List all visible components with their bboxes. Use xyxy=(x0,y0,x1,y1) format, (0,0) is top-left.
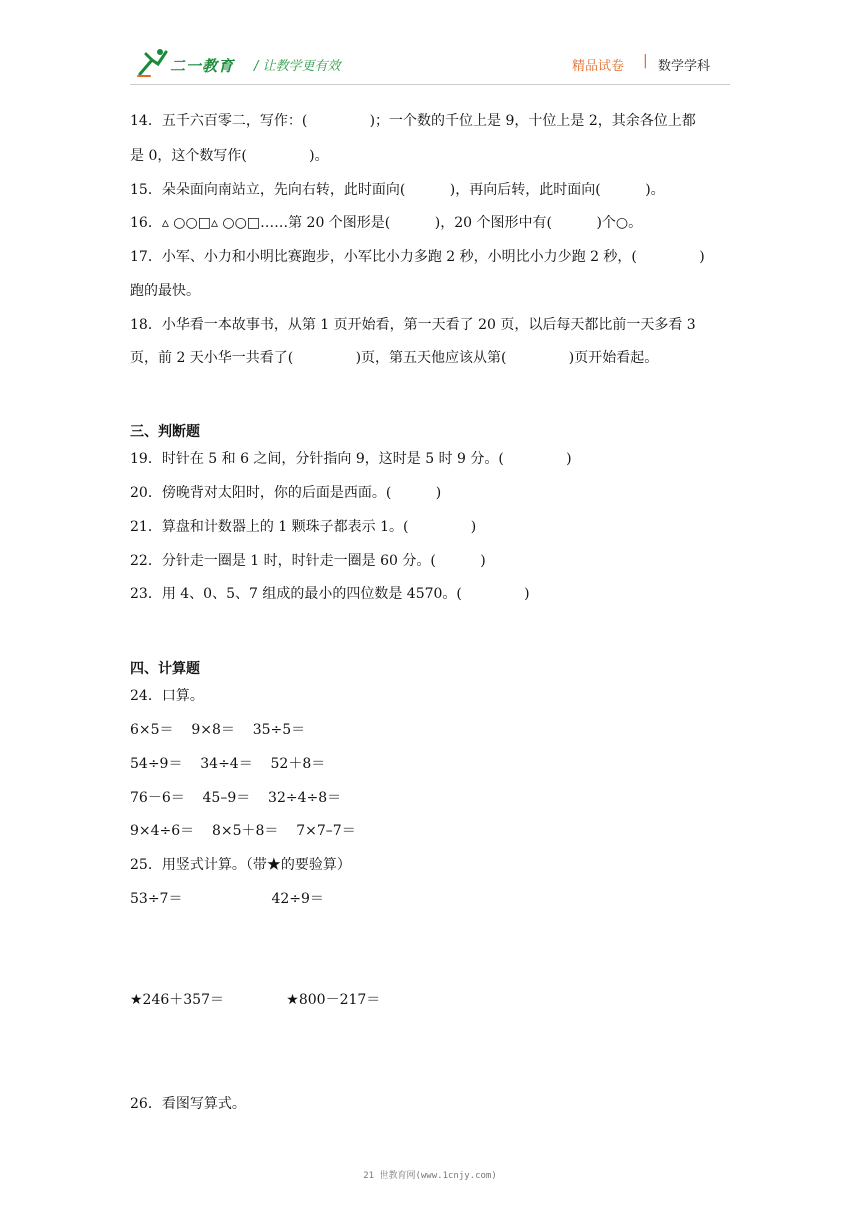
question-14-line-2: 是 0，这个数写作( )。 xyxy=(130,148,329,164)
question-19: 19．时针在 5 和 6 之间，分针指向 9，这时是 5 时 9 分。( ) xyxy=(130,451,572,467)
brand-logo xyxy=(136,46,246,80)
question-16: 16．▵ ○○□▵ ○○□……第 20 个图形是( )，20 个图形中有( )个○。 xyxy=(130,215,643,231)
page-header xyxy=(0,0,860,90)
oral-calc-row-4: 9×4÷6＝ 8×5＋8＝ 7×7–7＝ xyxy=(130,823,356,839)
oral-calc-row-1: 6×5＝ 9×8＝ 35÷5＝ xyxy=(130,722,306,738)
header-tag-subject: 数学学科 xyxy=(658,59,711,74)
question-21: 21．算盘和计数器上的 1 颗珠子都表示 1。( ) xyxy=(130,519,477,535)
header-separator: | xyxy=(643,53,648,69)
header-divider xyxy=(130,84,730,85)
question-23: 23．用 4、0、5、7 组成的最小的四位数是 4570。( ) xyxy=(130,586,530,602)
question-14-line-1: 14．五千六百零二，写作：( )；一个数的千位上是 9，十位上是 2，其余各位上都 xyxy=(130,113,696,129)
question-26: 26．看图写算式。 xyxy=(130,1096,246,1112)
question-25: 25．用竖式计算。（带★的要验算） xyxy=(130,857,351,873)
vertical-calc-row-1: 53÷7＝ 42÷9＝ xyxy=(130,891,324,907)
header-tag-quality: 精品试卷 xyxy=(572,59,625,74)
slogan: / 让教学更有效 xyxy=(254,59,341,74)
question-17-line-1: 17．小军、小力和小明比赛跑步，小军比小力多跑 2 秒，小明比小力少跑 2 秒，( ) xyxy=(130,249,705,265)
question-17-line-2: 跑的最快。 xyxy=(130,283,200,299)
question-18-line-1: 18．小华看一本故事书，从第 1 页开始看，第一天看了 20 页，以后每天都比前一天多看 3 xyxy=(130,317,696,333)
vertical-calc-row-2: ★246＋357＝ ★800－217＝ xyxy=(130,992,381,1008)
section-heading-judgement: 三、判断题 xyxy=(130,424,200,440)
oral-calc-row-3: 76－6＝ 45–9＝ 32÷4÷8＝ xyxy=(130,790,342,806)
question-22: 22．分针走一圈是 1 时，时针走一圈是 60 分。( ) xyxy=(130,553,486,569)
question-20: 20．傍晚背对太阳时，你的后面是西面。( ) xyxy=(130,485,442,501)
oral-calc-row-2: 54÷9＝ 34÷4＝ 52＋8＝ xyxy=(130,756,326,772)
question-18-line-2: 页，前 2 天小华一共看了( )页，第五天他应该从第( )页开始看起。 xyxy=(130,350,659,366)
question-15: 15．朵朵面向南站立，先向右转，此时面向( )，再向后转，此时面向( )。 xyxy=(130,182,665,198)
logo-text: 二一教育 xyxy=(170,57,235,75)
page-footer: 21 世教育网(www.1cnjy.com) xyxy=(363,1171,497,1181)
section-heading-calculation: 四、计算题 xyxy=(130,661,200,677)
question-24: 24．口算。 xyxy=(130,688,204,704)
